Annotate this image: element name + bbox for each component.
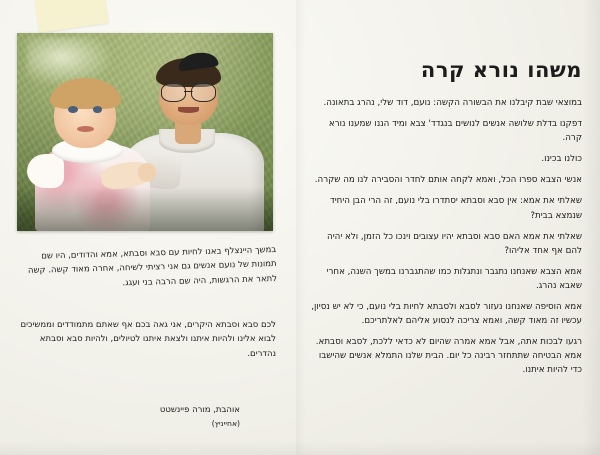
left-text-block: [18, 318, 276, 367]
girl-hand: [138, 163, 156, 182]
paragraph: כולנו בכינו.: [541, 154, 582, 165]
signature: [30, 404, 240, 430]
left-text-block-tilted: [18, 243, 277, 299]
paragraph: רגעו לבכות אתה, אבל אמא אמרה שהיום לא כדאי ללכת, לסבא וסבתא. אמא הבטיחה שתתחזר רבינה כל יום. הבית שלנו התמלא אנשים שהישבו כדי להיות איתנו.: [315, 337, 582, 376]
photo-bottom-shadow: [17, 187, 273, 231]
signature-name: אוהבת, מורה פיינשטט: [159, 405, 240, 415]
glasses-right-lens: [191, 83, 216, 101]
paragraph: דפקנו בדלת שלושה אנשים לנושים בנגדד' צבא ומיד הננו שמענו נורא קרה.: [328, 119, 582, 144]
eyeglasses-icon: [161, 83, 216, 99]
signature-subtitle: (אחייניץ): [211, 418, 240, 428]
girl-right-eye: [93, 106, 103, 113]
paragraph: אמא הצבא שאנחנו נתגבר ונתגלות כמו שהתגברנו במשך השנה, אחרי שאבא נהרג.: [326, 266, 582, 291]
glasses-left-lens: [161, 83, 186, 101]
main-text-column: [310, 96, 582, 385]
paragraph: שאלתי את אמא: אין סבא וסבתא יסתדרו בלי נועם, זה הרי הבן היחיד שנמצא בבית?: [329, 196, 582, 221]
paragraph: במשך היינצלף באנו לחיות עם סבא וסבתא, אמא והדודים, היו שם תמונות של נועם אנשים גם אני רציתי לשיחה, אחרה מאוד קשה. קשה לתאר את הרגשות, היה שם הרבה בני ועגג.: [27, 244, 278, 288]
girl-left-eye: [68, 106, 78, 113]
paragraph: במוצאי שבת קיבלנו את הבשורה הקשה: נועם, דוד שלי, נהרג בתאונה.: [323, 98, 582, 108]
page-title: משהו נורא קרה: [420, 58, 582, 82]
photo-image: [17, 33, 273, 231]
photograph: [17, 33, 273, 231]
girl-hair: [50, 78, 121, 109]
paragraph: לכם סבא וסבתא היקרים, אני גאה בכם אף שאתם מתמודדים וממשיכים לבוא אלינו ולהיות איתנו ולצאת איתנו לטיולים, ולהיות סבא וסבתא נהדרים.: [20, 320, 276, 359]
paragraph: שאלתי את אמא האם סבא וסבתא יהיו עצובים וינכו כל הזמן, ולא יהיה להם אף אחד אליהו?: [327, 231, 582, 256]
page-gutter: [296, 0, 306, 455]
paragraph: אמא הוסיפה שאנחנו נעזור לסבא ולסבתא לחיות בלי נועם, כי לא יש נסיון, עכשיו זה מאוד קשה, ואמא צריכה לנסוע אליהם לאלתריכם.: [311, 302, 582, 327]
paragraph: אנשי הצבא ספרו הכל, ואמא לקחה אותם לחדר והסבירה לנו מה שקרה.: [314, 175, 582, 186]
boy-mouth: [178, 107, 200, 113]
girl-mouth: [77, 126, 94, 132]
girl-sleeve: [27, 154, 64, 188]
